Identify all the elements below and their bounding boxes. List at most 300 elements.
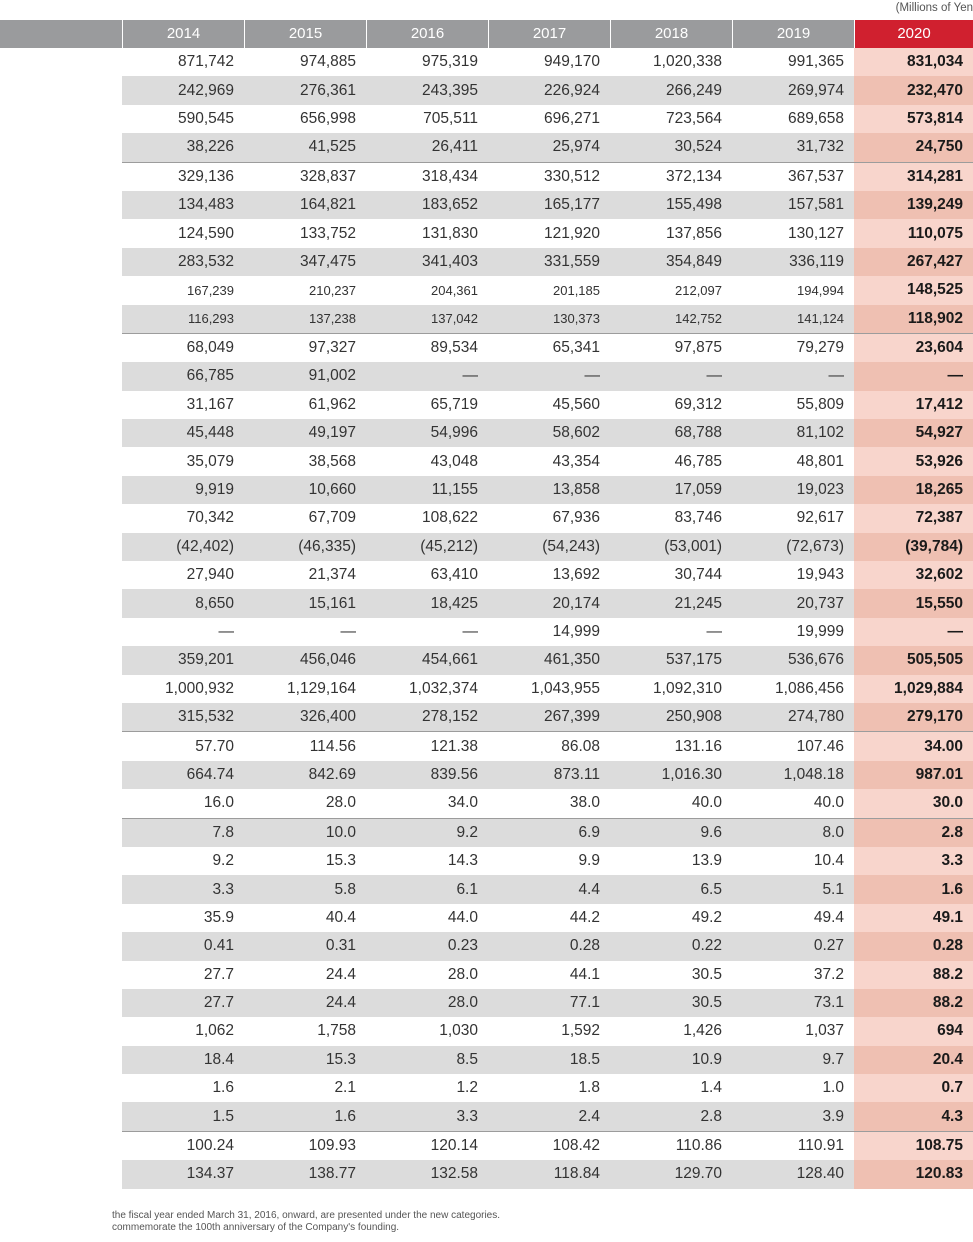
cell-2019: 10.4 [813, 852, 844, 870]
cell-2014: 329,136 [122, 162, 244, 191]
cell-2018: 49.2 [691, 908, 722, 926]
cell-2017: 873.11 [488, 761, 610, 789]
cell-2015: 91,002 [244, 362, 366, 390]
cell-2015: 28.0 [325, 794, 356, 812]
cell-2015: 41,525 [244, 133, 366, 162]
cell-2018: 30,744 [674, 566, 722, 584]
cell-2015: 210,237 [309, 282, 356, 298]
cell-2020: 314,281 [854, 162, 973, 191]
row-label-cell [0, 219, 122, 247]
cell-2017: 165,177 [488, 191, 610, 219]
cell-2017: 1,592 [561, 1022, 600, 1040]
cell-2019: — [732, 362, 854, 390]
row-label-cell [0, 1017, 122, 1045]
cell-2015: 10.0 [244, 818, 366, 847]
cell-2017: 108.42 [488, 1131, 610, 1160]
table-row [0, 703, 973, 732]
cell-2020: 30.0 [854, 789, 973, 818]
cell-2018: 6.5 [610, 875, 732, 903]
cell-2016: 3.3 [366, 1102, 488, 1131]
row-label-cell [0, 618, 122, 646]
row-label-cell [0, 48, 122, 76]
cell-2018: 1,092,310 [653, 679, 722, 697]
cell-2019: 1.0 [822, 1079, 844, 1097]
cell-2014: 242,969 [122, 76, 244, 104]
cell-2019: 37.2 [813, 965, 844, 983]
cell-2016: 183,652 [366, 191, 488, 219]
cell-2017: 1.8 [578, 1079, 600, 1097]
row-label-cell [0, 1102, 122, 1131]
cell-2018: 97,875 [610, 333, 732, 362]
cell-2015: 138.77 [244, 1160, 366, 1188]
cell-2020: 108.75 [854, 1131, 973, 1160]
cell-2016: 89,534 [366, 333, 488, 362]
cell-2017: 65,341 [488, 333, 610, 362]
table-row [0, 646, 973, 674]
cell-2017: 267,399 [488, 703, 610, 732]
financial-data-table [0, 48, 973, 1189]
cell-2015: 40.4 [325, 908, 356, 926]
cell-2017: 86.08 [488, 732, 610, 761]
cell-2016: 137,042 [366, 305, 488, 334]
cell-2017: 43,354 [552, 452, 600, 470]
cell-2017: 121,920 [543, 224, 600, 242]
cell-2014: 134.37 [122, 1160, 244, 1188]
row-label-cell [0, 162, 122, 191]
cell-2019: 130,127 [787, 224, 844, 242]
cell-2014: 590,545 [177, 109, 234, 127]
cell-2018: 46,785 [674, 452, 722, 470]
cell-2016: 108,622 [421, 509, 478, 527]
row-label-cell [0, 476, 122, 504]
cell-2019: 110.91 [732, 1131, 854, 1160]
row-label-cell [0, 362, 122, 390]
cell-2014: 18.4 [122, 1046, 244, 1074]
cell-2017: 44.1 [569, 965, 600, 983]
cell-2017: 13,692 [552, 566, 600, 584]
cell-2019: 107.46 [732, 732, 854, 761]
table-row [0, 618, 973, 646]
unit-label: (Millions of Yen [895, 2, 973, 14]
cell-2020: 1,029,884 [854, 675, 973, 703]
cell-2014: (42,402) [122, 533, 244, 561]
cell-2014: 8,650 [122, 589, 244, 617]
table-row [0, 1017, 973, 1045]
cell-2014: — [218, 623, 234, 640]
cell-2017: 25,974 [488, 133, 610, 162]
cell-2016: (45,212) [366, 533, 488, 561]
cell-2018: 1,016.30 [610, 761, 732, 789]
cell-2016: 43,048 [430, 452, 478, 470]
cell-2019: 274,780 [732, 703, 854, 732]
cell-2018: 131.16 [610, 732, 732, 761]
year-header-row [0, 20, 973, 48]
cell-2016: 14.3 [447, 852, 478, 870]
cell-2018: 1,426 [683, 1022, 722, 1040]
cell-2018: — [706, 623, 722, 640]
cell-2014: 16.0 [203, 794, 234, 812]
cell-2014: 0.41 [122, 932, 244, 960]
table-row [0, 818, 973, 847]
row-label-cell [0, 191, 122, 219]
cell-2020: 110,075 [854, 219, 973, 247]
cell-2014: 283,532 [122, 248, 244, 276]
cell-2016: 0.23 [366, 932, 488, 960]
cell-2019: 81,102 [732, 419, 854, 447]
cell-2015: 347,475 [244, 248, 366, 276]
cell-2017: 461,350 [488, 646, 610, 674]
cell-2015: 49,197 [244, 419, 366, 447]
cell-2020: 505,505 [854, 646, 973, 674]
cell-2020: 267,427 [854, 248, 973, 276]
cell-2019: 1,037 [805, 1022, 844, 1040]
cell-2016: 6.1 [366, 875, 488, 903]
cell-2017: 2.4 [488, 1102, 610, 1131]
unit-caption [0, 0, 973, 20]
footnote-1: the fiscal year ended March 31, 2016, onward, are presented under the new categories. [112, 1210, 501, 1221]
cell-2020: 831,034 [854, 48, 973, 76]
cell-2016: 705,511 [423, 109, 478, 127]
cell-2015: 1.6 [244, 1102, 366, 1131]
row-label-cell [0, 961, 122, 989]
table-row [0, 589, 973, 617]
cell-2018: 537,175 [610, 646, 732, 674]
cell-2017: 130,373 [488, 305, 610, 334]
year-header-2017: 2017 [488, 20, 610, 48]
table-row [0, 105, 973, 133]
cell-2015: (46,335) [244, 533, 366, 561]
cell-2019: 269,974 [732, 76, 854, 104]
cell-2016: 120.14 [366, 1131, 488, 1160]
cell-2020: 0.28 [854, 932, 973, 960]
cell-2017: 226,924 [488, 76, 610, 104]
year-header-2015: 2015 [244, 20, 366, 48]
cell-2014: 9,919 [122, 476, 244, 504]
table-row [0, 1102, 973, 1131]
row-label-cell [0, 333, 122, 362]
cell-2018: 372,134 [610, 162, 732, 191]
cell-2016: 454,661 [366, 646, 488, 674]
cell-2015: 0.31 [244, 932, 366, 960]
cell-2015: 137,238 [244, 305, 366, 334]
cell-2019: 48,801 [796, 452, 844, 470]
cell-2014: 27.7 [203, 965, 234, 983]
cell-2016: 11,155 [366, 476, 488, 504]
cell-2015: 842.69 [244, 761, 366, 789]
cell-2016: — [462, 623, 478, 640]
cell-2016: 63,410 [430, 566, 478, 584]
cell-2017: (54,243) [488, 533, 610, 561]
table-row [0, 362, 973, 390]
cell-2015: 21,374 [308, 566, 356, 584]
row-label-cell [0, 761, 122, 789]
cell-2015: 1,129,164 [287, 679, 356, 697]
table-row [0, 761, 973, 789]
cell-2018: 17,059 [610, 476, 732, 504]
cell-2017: — [488, 362, 610, 390]
table-row [0, 1046, 973, 1074]
cell-2020: 18,265 [854, 476, 973, 504]
row-label-cell [0, 847, 122, 875]
table-row [0, 391, 973, 419]
table-row [0, 447, 973, 475]
cell-2019: 19,023 [732, 476, 854, 504]
cell-2015: 10,660 [244, 476, 366, 504]
table-row [0, 191, 973, 219]
cell-2014: 315,532 [122, 703, 244, 732]
table-row [0, 476, 973, 504]
row-label-cell [0, 732, 122, 761]
cell-2017: 201,185 [553, 282, 600, 298]
footnote-2: commemorate the 100th anniversary of the Company's founding. [112, 1222, 400, 1233]
cell-2018: 40.0 [691, 794, 722, 812]
cell-2015: 133,752 [299, 224, 356, 242]
cell-2019: 0.27 [732, 932, 854, 960]
footnotes [112, 1210, 500, 1234]
cell-2016: 65,719 [430, 395, 478, 413]
cell-2017: 58,602 [488, 419, 610, 447]
cell-2019: 19,943 [796, 566, 844, 584]
cell-2015: 67,709 [308, 509, 356, 527]
cell-2016: 318,434 [366, 162, 488, 191]
cell-2020: 279,170 [854, 703, 973, 732]
cell-2020: 49.1 [854, 904, 973, 932]
row-label-cell [0, 1131, 122, 1160]
cell-2018: 68,788 [610, 419, 732, 447]
cell-2018: 69,312 [674, 395, 722, 413]
cell-2018: 0.22 [610, 932, 732, 960]
cell-2018: 2.8 [610, 1102, 732, 1131]
cell-2015: 456,046 [244, 646, 366, 674]
cell-2018: 10.9 [610, 1046, 732, 1074]
cell-2018: 1.4 [700, 1079, 722, 1097]
table-row [0, 732, 973, 761]
cell-2019: 55,809 [796, 395, 844, 413]
row-label-cell [0, 818, 122, 847]
table-row [0, 219, 973, 247]
year-header-2019: 2019 [732, 20, 854, 48]
year-header-2020: 2020 [854, 20, 973, 48]
table-row [0, 847, 973, 875]
cell-2017: 44.2 [569, 908, 600, 926]
year-header-2014: 2014 [122, 20, 244, 48]
cell-2014: 664.74 [122, 761, 244, 789]
row-label-cell [0, 248, 122, 276]
cell-2020: 34.00 [854, 732, 973, 761]
cell-2020: 573,814 [854, 105, 973, 133]
cell-2014: 359,201 [122, 646, 244, 674]
cell-2017: 20,174 [488, 589, 610, 617]
cell-2018: (53,001) [610, 533, 732, 561]
cell-2019: 40.0 [813, 794, 844, 812]
cell-2017: 77.1 [488, 989, 610, 1017]
cell-2016: — [366, 362, 488, 390]
cell-2017: 9.9 [578, 852, 600, 870]
cell-2016: 9.2 [366, 818, 488, 847]
row-label-cell [0, 1160, 122, 1188]
year-header-2016: 2016 [366, 20, 488, 48]
cell-2014: 70,342 [186, 509, 234, 527]
cell-2017: 696,271 [543, 109, 600, 127]
cell-2020: 23,604 [854, 333, 973, 362]
cell-2015: 656,998 [299, 109, 356, 127]
cell-2015: 164,821 [244, 191, 366, 219]
cell-2015: 5.8 [244, 875, 366, 903]
cell-2017: 14,999 [552, 623, 600, 640]
cell-2016: 278,152 [366, 703, 488, 732]
table-row [0, 1074, 973, 1102]
cell-2020: 24,750 [854, 133, 973, 162]
row-label-cell [0, 105, 122, 133]
cell-2020: (39,784) [854, 533, 973, 561]
row-label-cell [0, 305, 122, 334]
row-label-cell [0, 76, 122, 104]
cell-2016: 341,403 [366, 248, 488, 276]
cell-2014: 68,049 [122, 333, 244, 362]
cell-2020: 17,412 [854, 391, 973, 419]
cell-2014: 3.3 [122, 875, 244, 903]
cell-2014: 1.6 [212, 1079, 234, 1097]
cell-2019: 128.40 [732, 1160, 854, 1188]
row-label-cell [0, 504, 122, 532]
cell-2019: (72,673) [732, 533, 854, 561]
cell-2017: 1,043,955 [531, 679, 600, 697]
cell-2019: 194,994 [797, 282, 844, 298]
row-label-cell [0, 789, 122, 818]
row-label-cell [0, 1074, 122, 1102]
cell-2019: 3.9 [732, 1102, 854, 1131]
cell-2019: 20,737 [732, 589, 854, 617]
cell-2016: 975,319 [421, 53, 478, 71]
cell-2015: 2.1 [334, 1079, 356, 1097]
cell-2019: 336,119 [732, 248, 854, 276]
cell-2019: 79,279 [732, 333, 854, 362]
cell-2015: 24.4 [244, 989, 366, 1017]
cell-2016: 44.0 [447, 908, 478, 926]
cell-2016: 131,830 [421, 224, 478, 242]
cell-2016: 1,030 [439, 1022, 478, 1040]
row-label-cell [0, 875, 122, 903]
cell-2018: 30,524 [610, 133, 732, 162]
cell-2018: — [610, 362, 732, 390]
cell-2014: 116,293 [122, 305, 244, 334]
cell-2016: 1.2 [456, 1079, 478, 1097]
cell-2015: 109.93 [244, 1131, 366, 1160]
header-stub [0, 20, 122, 48]
cell-2015: 15.3 [325, 852, 356, 870]
row-label-cell [0, 904, 122, 932]
table-row [0, 961, 973, 989]
cell-2018: 83,746 [674, 509, 722, 527]
cell-2020: 0.7 [854, 1074, 973, 1102]
cell-2016: 18,425 [366, 589, 488, 617]
row-label-cell [0, 133, 122, 162]
cell-2014: 57.70 [122, 732, 244, 761]
cell-2014: 167,239 [187, 282, 234, 298]
cell-2017: 13,858 [488, 476, 610, 504]
cell-2014: 1.5 [122, 1102, 244, 1131]
table-row [0, 276, 973, 304]
cell-2018: 723,564 [665, 109, 722, 127]
cell-2019: 991,365 [787, 53, 844, 71]
cell-2016: 28.0 [366, 989, 488, 1017]
row-label-cell [0, 589, 122, 617]
cell-2019: 31,732 [732, 133, 854, 162]
cell-2020: 3.3 [854, 847, 973, 875]
row-label-cell [0, 1046, 122, 1074]
cell-2020: 987.01 [854, 761, 973, 789]
cell-2020: 139,249 [854, 191, 973, 219]
row-label-cell [0, 447, 122, 475]
cell-2014: 27.7 [122, 989, 244, 1017]
cell-2017: 45,560 [552, 395, 600, 413]
table-row [0, 133, 973, 162]
cell-2016: 132.58 [366, 1160, 488, 1188]
cell-2020: 53,926 [854, 447, 973, 475]
cell-2014: 45,448 [122, 419, 244, 447]
cell-2014: 7.8 [122, 818, 244, 847]
year-header-2018: 2018 [610, 20, 732, 48]
cell-2016: 839.56 [366, 761, 488, 789]
table-row [0, 932, 973, 960]
table-row [0, 989, 973, 1017]
row-label-cell [0, 646, 122, 674]
cell-2017: 6.9 [488, 818, 610, 847]
cell-2019: 1,086,456 [775, 679, 844, 697]
table-row [0, 504, 973, 532]
row-label-cell [0, 932, 122, 960]
cell-2019: 689,658 [787, 109, 844, 127]
cell-2018: 110.86 [610, 1131, 732, 1160]
cell-2018: 137,856 [665, 224, 722, 242]
cell-2014: 38,226 [122, 133, 244, 162]
cell-2014: 66,785 [122, 362, 244, 390]
cell-2016: 26,411 [366, 133, 488, 162]
cell-2019: 92,617 [796, 509, 844, 527]
cell-2017: 330,512 [488, 162, 610, 191]
table-row [0, 675, 973, 703]
cell-2020: 1.6 [854, 875, 973, 903]
cell-2019: 19,999 [796, 623, 844, 640]
cell-2020: 15,550 [854, 589, 973, 617]
table-row [0, 561, 973, 589]
cell-2016: 1,032,374 [409, 679, 478, 697]
cell-2016: 204,361 [431, 282, 478, 298]
cell-2016: 243,395 [366, 76, 488, 104]
row-label-cell [0, 419, 122, 447]
cell-2014: 9.2 [212, 852, 234, 870]
cell-2017: 38.0 [569, 794, 600, 812]
cell-2015: — [340, 623, 356, 640]
cell-2016: 54,996 [366, 419, 488, 447]
cell-2019: 157,581 [732, 191, 854, 219]
cell-2020: 88.2 [854, 989, 973, 1017]
cell-2018: 354,849 [610, 248, 732, 276]
table-row [0, 789, 973, 818]
table-row [0, 1131, 973, 1160]
cell-2017: 67,936 [552, 509, 600, 527]
cell-2020: 120.83 [854, 1160, 973, 1188]
table-row [0, 162, 973, 191]
cell-2015: 326,400 [244, 703, 366, 732]
cell-2020: 694 [854, 1017, 973, 1045]
cell-2016: 121.38 [366, 732, 488, 761]
table-row [0, 48, 973, 76]
cell-2019: 367,537 [732, 162, 854, 191]
table-body [0, 48, 973, 1189]
row-label-cell [0, 561, 122, 589]
table-row [0, 904, 973, 932]
